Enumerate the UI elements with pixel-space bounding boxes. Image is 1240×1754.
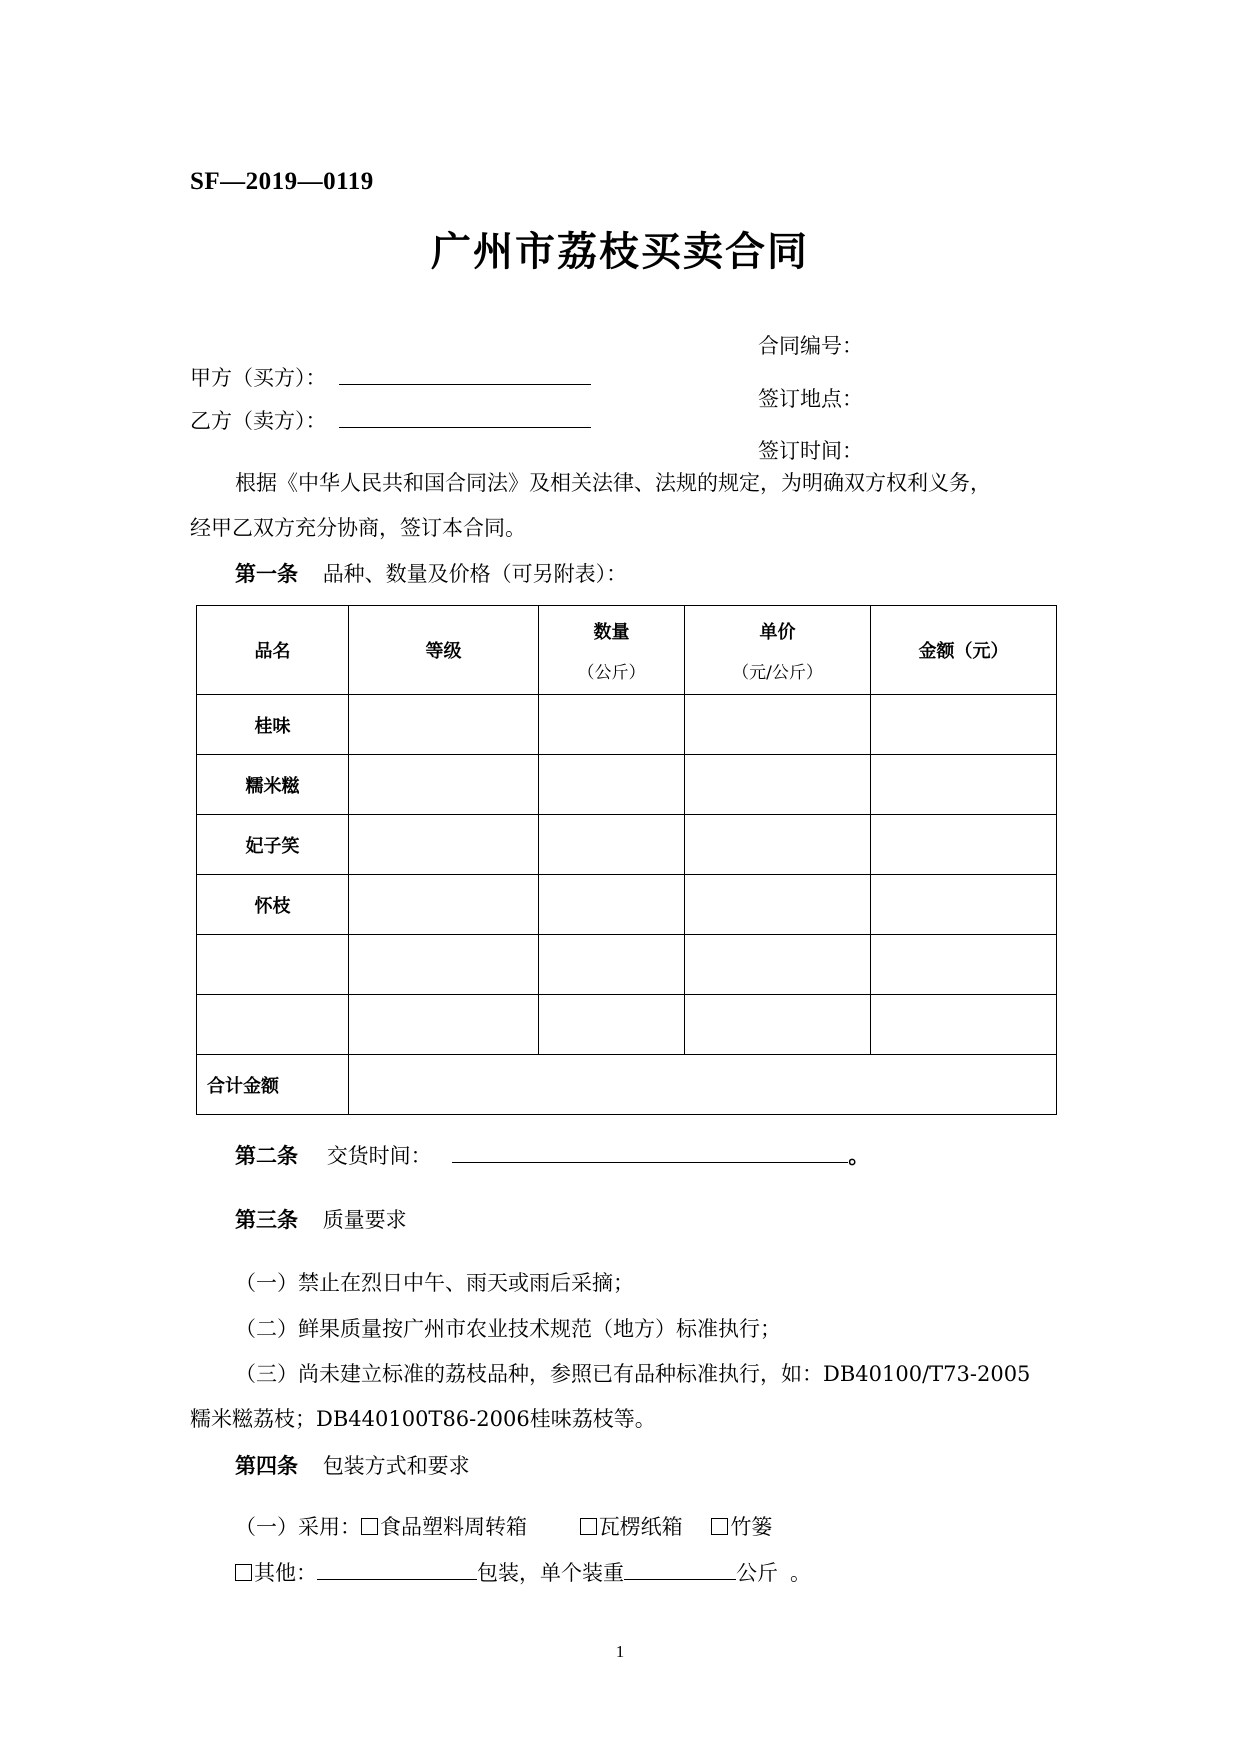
- total-amount-cell[interactable]: [349, 1055, 1057, 1115]
- cell-grade[interactable]: [349, 935, 539, 995]
- header-grade: 等级: [349, 606, 539, 695]
- seller-label: 乙方（卖方）：: [190, 409, 327, 433]
- document-code: SF—2019—0119: [190, 168, 374, 195]
- quality-item-3-cont: 糯米糍荔枝；DB440100T86-2006桂味荔枝等。: [190, 1407, 656, 1431]
- cell-grade[interactable]: [349, 815, 539, 875]
- cell-price[interactable]: [685, 755, 871, 815]
- contract-number-label: 合同编号：: [758, 334, 863, 358]
- other-pack-blank[interactable]: [317, 1557, 477, 1580]
- page-number: 1: [615, 1642, 625, 1661]
- table-row: [197, 815, 1057, 875]
- article-2-label: 第二条: [235, 1143, 298, 1168]
- checkbox-other[interactable]: [235, 1564, 252, 1581]
- cell-grade[interactable]: [349, 995, 539, 1055]
- row-name: 怀枝: [197, 875, 349, 935]
- article-1-label: 第一条: [235, 561, 298, 586]
- seller-row: [190, 405, 591, 435]
- article-2: [235, 1140, 869, 1170]
- signing-time-label: 签订时间：: [758, 439, 863, 463]
- header-quantity-label: 数量: [593, 621, 630, 643]
- row-name[interactable]: [197, 995, 349, 1055]
- row-name[interactable]: [197, 935, 349, 995]
- table-row: [197, 935, 1057, 995]
- header-quantity-unit: （公斤）: [577, 662, 646, 683]
- cell-quantity[interactable]: [539, 935, 685, 995]
- cell-amount[interactable]: [871, 875, 1057, 935]
- header-price-unit: （元/公斤）: [732, 662, 823, 683]
- variety-table: [196, 605, 1056, 1115]
- table-row: [197, 995, 1057, 1055]
- cell-amount[interactable]: [871, 995, 1057, 1055]
- table-row: [197, 755, 1057, 815]
- packaging-end: 。: [790, 1561, 811, 1585]
- article-3-label: 第三条: [235, 1207, 298, 1232]
- option-bamboo-basket: 竹篓: [730, 1515, 773, 1539]
- cell-amount[interactable]: [871, 815, 1057, 875]
- table-header-row: [197, 606, 1057, 695]
- header-amount: 金额（元）: [871, 606, 1057, 695]
- cell-quantity[interactable]: [539, 995, 685, 1055]
- article-1-text: 品种、数量及价格（可另附表）：: [322, 562, 628, 586]
- delivery-time-blank[interactable]: [452, 1140, 848, 1163]
- quality-item-2: （二）鲜果质量按广州市农业技术规范（地方）标准执行；: [235, 1317, 781, 1341]
- option-carton: 瓦楞纸箱: [598, 1515, 683, 1539]
- packaging-prefix: （一）采用：: [235, 1515, 361, 1539]
- row-name: 糯米糍: [197, 755, 349, 815]
- header-quantity: [539, 606, 685, 695]
- row-name: 桂味: [197, 695, 349, 755]
- header-price: [685, 606, 871, 695]
- cell-amount[interactable]: [871, 935, 1057, 995]
- checkbox-bamboo-basket[interactable]: [711, 1518, 728, 1535]
- cell-price[interactable]: [685, 695, 871, 755]
- checkbox-plastic-crate[interactable]: [361, 1518, 378, 1535]
- seller-blank[interactable]: [339, 405, 591, 428]
- signing-place-label: 签订地点：: [758, 387, 863, 411]
- option-plastic-crate: 食品塑料周转箱: [380, 1515, 527, 1539]
- article-3: [235, 1204, 407, 1234]
- buyer-blank[interactable]: [339, 362, 591, 385]
- article-2-end: 。: [848, 1143, 870, 1168]
- article-4-label: 第四条: [235, 1453, 298, 1478]
- intro-line-2: 经甲乙双方充分协商，签订本合同。: [190, 516, 526, 540]
- article-3-text: 质量要求: [322, 1208, 407, 1232]
- cell-price[interactable]: [685, 995, 871, 1055]
- weight-unit: 公斤: [736, 1561, 778, 1585]
- cell-grade[interactable]: [349, 755, 539, 815]
- total-amount-label: 合计金额: [197, 1055, 349, 1115]
- packaging-options: [235, 1511, 772, 1541]
- cell-quantity[interactable]: [539, 755, 685, 815]
- row-name: 妃子笑: [197, 815, 349, 875]
- unit-weight-blank[interactable]: [624, 1557, 736, 1580]
- cell-amount[interactable]: [871, 695, 1057, 755]
- header-name: 品名: [197, 606, 349, 695]
- article-4: [235, 1450, 470, 1480]
- cell-grade[interactable]: [349, 695, 539, 755]
- cell-price[interactable]: [685, 815, 871, 875]
- packaging-other: [235, 1557, 811, 1587]
- article-4-text: 包装方式和要求: [322, 1454, 470, 1478]
- article-2-text: 交货时间：: [326, 1144, 432, 1168]
- cell-amount[interactable]: [871, 755, 1057, 815]
- table-row: [197, 875, 1057, 935]
- cell-quantity[interactable]: [539, 815, 685, 875]
- cell-quantity[interactable]: [539, 695, 685, 755]
- header-price-label: 单价: [759, 621, 796, 643]
- checkbox-carton[interactable]: [580, 1518, 597, 1535]
- pack-weight-label: 包装，单个装重: [477, 1561, 624, 1585]
- cell-quantity[interactable]: [539, 875, 685, 935]
- table-row: [197, 695, 1057, 755]
- cell-price[interactable]: [685, 935, 871, 995]
- article-1: [235, 558, 627, 588]
- buyer-row: [190, 362, 591, 392]
- cell-price[interactable]: [685, 875, 871, 935]
- cell-grade[interactable]: [349, 875, 539, 935]
- contract-title: 广州市荔枝买卖合同: [431, 228, 809, 275]
- table-total-row: [197, 1055, 1057, 1115]
- intro-line-1: 根据《中华人民共和国合同法》及相关法律、法规的规定，为明确双方权利义务，: [235, 471, 991, 495]
- quality-item-1: （一）禁止在烈日中午、雨天或雨后采摘；: [235, 1271, 634, 1295]
- option-other: 其他：: [254, 1561, 317, 1585]
- quality-item-3: （三）尚未建立标准的荔枝品种，参照已有品种标准执行，如：DB40100/T73-2005: [235, 1362, 1031, 1386]
- buyer-label: 甲方（买方）：: [190, 366, 327, 390]
